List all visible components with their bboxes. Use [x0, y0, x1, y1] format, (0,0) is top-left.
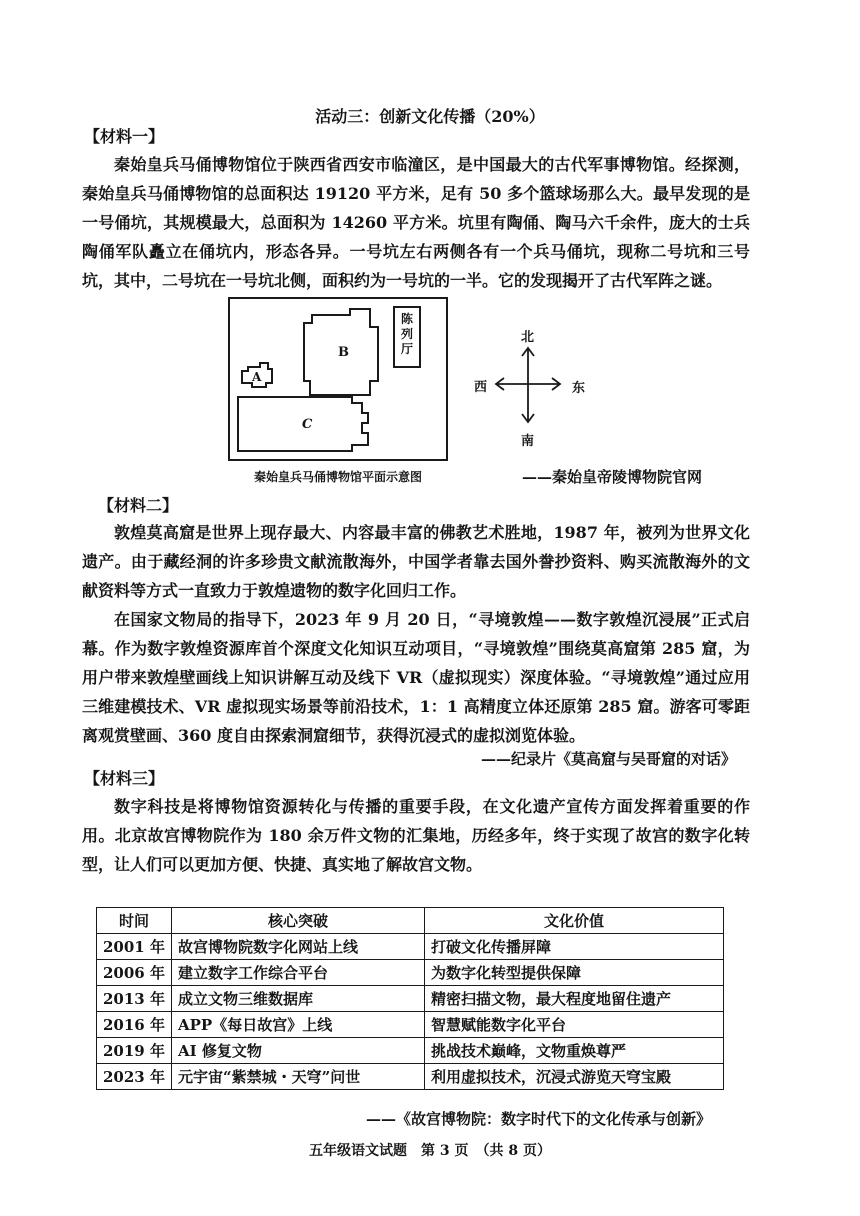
- table-cell-breakthrough: 成立文物三维数据库: [172, 986, 425, 1012]
- table-cell-year: 2013 年: [97, 986, 172, 1012]
- compass-east: 东: [572, 381, 586, 396]
- material1-label: 【材料一】: [84, 127, 165, 146]
- table-cell-value: 智慧赋能数字化平台: [425, 1012, 724, 1038]
- page-footer: 五年级语文试题 第 3 页 （共 8 页）: [309, 1143, 551, 1159]
- table-cell-breakthrough: 故宫博物院数字化网站上线: [172, 934, 425, 960]
- table-row: [97, 1012, 724, 1038]
- table-row: [97, 934, 724, 960]
- table-cell-year: 2019 年: [97, 1038, 172, 1064]
- table-header: 核心突破: [172, 908, 425, 934]
- table-cell-breakthrough: AI 修复文物: [172, 1038, 425, 1064]
- table-cell-value: 精密扫描文物，最大程度地留住遗产: [425, 986, 724, 1012]
- compass-south: 南: [521, 434, 535, 449]
- digitization-timeline-table: [96, 907, 724, 1090]
- table-cell-year: 2016 年: [97, 1012, 172, 1038]
- material2-source: ——纪录片《莫高窟与吴哥窟的对话》: [481, 750, 737, 768]
- table-cell-value: 打破文化传播屏障: [425, 934, 724, 960]
- table-cell-value: 挑战技术巅峰，文物重焕尊严: [425, 1038, 724, 1064]
- table-cell-breakthrough: 元宇宙“紫禁城・天穹”问世: [172, 1064, 425, 1090]
- table-row: [97, 1038, 724, 1064]
- table-header: 时间: [97, 908, 172, 934]
- table-cell-year: 2023 年: [97, 1064, 172, 1090]
- compass-north: 北: [521, 330, 535, 345]
- compass-rose: [470, 318, 600, 458]
- pit-a-label: A: [252, 370, 262, 384]
- museum-floor-plan: [228, 297, 448, 461]
- material2-label: 【材料二】: [98, 496, 179, 515]
- table-cell-year: 2001 年: [97, 934, 172, 960]
- activity-title: 活动三：创新文化传播（20%）: [315, 107, 545, 126]
- floor-plan-caption: 秦始皇兵马俑博物馆平面示意图: [253, 470, 422, 484]
- table-row: [97, 1064, 724, 1090]
- table-cell-value: 为数字化转型提供保障: [425, 960, 724, 986]
- material1-source: ——秦始皇帝陵博物院官网: [522, 468, 703, 486]
- material2-paragraph-1: 敦煌莫高窟是世界上现存最大、内容最丰富的佛教艺术胜地，1987 年，被列为世界文化遗产。由于藏经洞的许多珍贵文献流散海外，中国学者靠去国外誊抄资料、购买流散海外的文献资料等方式一直致力于敦煌遗物的数字化回归工作。: [82, 523, 750, 600]
- table-cell-breakthrough: APP《每日故宫》上线: [172, 1012, 425, 1038]
- material3-label: 【材料三】: [84, 769, 165, 788]
- table-header: 文化价值: [425, 908, 724, 934]
- material3-source: ——《故宫博物院：数字时代下的文化传承与创新》: [366, 1110, 712, 1128]
- pit-c-label: C: [302, 417, 313, 432]
- table-cell-breakthrough: 建立数字工作综合平台: [172, 960, 425, 986]
- table-cell-year: 2006 年: [97, 960, 172, 986]
- table-row: [97, 986, 724, 1012]
- material2-paragraph-2: 在国家文物局的指导下，2023 年 9 月 20 日，“寻境敦煌——数字敦煌沉浸展”正式启幕。作为数字敦煌资源库首个深度文化知识互动项目，“寻境敦煌”围绕莫高窟第 285 窟，为用户带来敦煌壁画线上知识讲解互动及线下 VR（虚拟现实）深度体验。“寻境敦煌”通过应用三维建模技术、VR 虚拟现实场景等前沿技术，1：1 高精度立体还原第 285 窟。游客可零距离观赏壁画、360 度自由探索洞窟细节，获得沉浸式的虚拟浏览体验。: [82, 610, 750, 745]
- material1-paragraph: 秦始皇兵马俑博物馆位于陕西省西安市临潼区，是中国最大的古代军事博物馆。经探测，秦始皇兵马俑博物馆的总面积达 19120 平方米，足有 50 多个篮球场那么大。最早发现的是一号俑坑，其规模最大，总面积为 14260 平方米。坑里有陶俑、陶马六千余件，庞大的士兵陶俑军队矗立在俑坑内，形态各异。一号坑左右两侧各有一个兵马俑坑，现称二号坑和三号坑，其中，二号坑在一号坑北侧，面积约为一号坑的一半。它的发现揭开了古代军阵之谜。: [82, 155, 750, 290]
- compass-west: 西: [474, 380, 488, 395]
- table-header-row: [97, 908, 724, 934]
- table-cell-value: 利用虚拟技术，沉浸式游览天穹宝殿: [425, 1064, 724, 1090]
- display-hall-label: 陈列厅: [400, 312, 413, 356]
- material3-paragraph: 数字科技是将博物馆资源转化与传播的重要手段，在文化遗产宣传方面发挥着重要的作用。北京故宫博物院作为 180 余万件文物的汇集地，历经多年，终于实现了故宫的数字化转型，让人们可以更加方便、快捷、真实地了解故宫文物。: [82, 797, 750, 874]
- pit-b-label: B: [338, 345, 349, 360]
- table-row: [97, 960, 724, 986]
